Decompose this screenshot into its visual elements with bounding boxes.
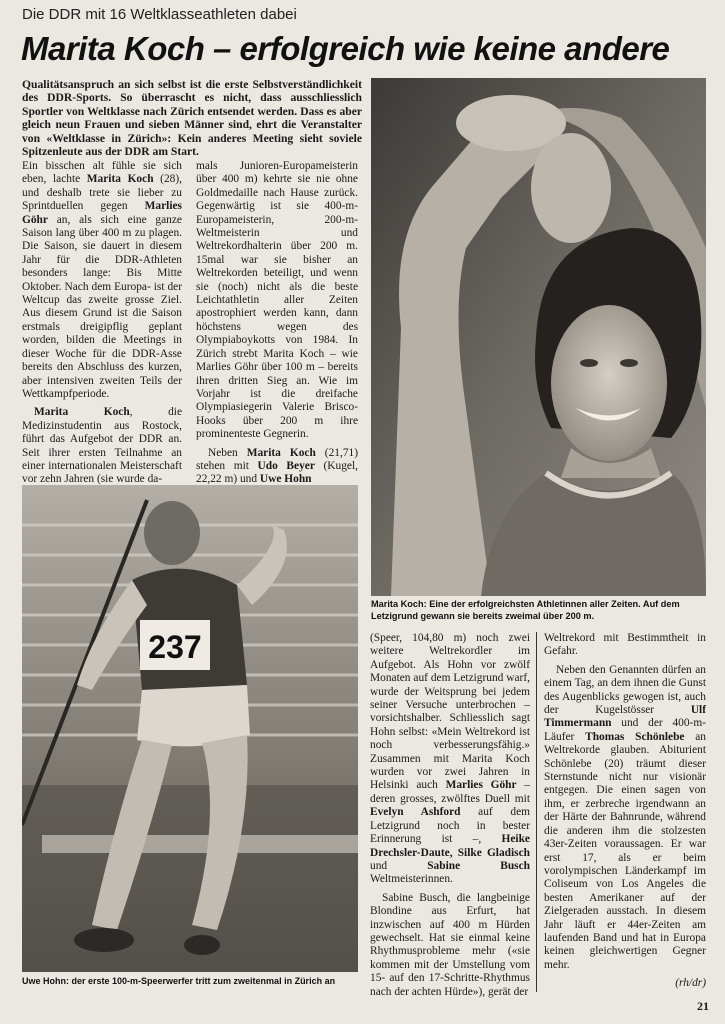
name-highlight: Marlies Göhr xyxy=(445,779,517,792)
name-highlight: Marita Koch xyxy=(34,406,130,419)
col3-paragraph-1 xyxy=(370,632,530,887)
text-run: Neben xyxy=(208,446,247,459)
kicker: Die DDR mit 16 Weltklasseathleten dabei xyxy=(22,6,297,23)
col4-paragraph-1: Weltrekord mit Bestimmtheit in Gefahr. xyxy=(544,632,706,658)
article-column-4 xyxy=(544,632,706,996)
text-run: an, als sich eine ganze Saison lang über 400 m zu plagen. Die Saison, sie dauert in diesem Jahr für die DDR-Athleten besonders lange: Bis Mitte Oktober. Nach dem Europa- ist der Weltcup das zweite grosse Ziel. Aus diesem Grund ist die Saison erstmals dreigipflig geplant worden, bilden die Meetings in dieser Woche für die DDR-Asse bereits den Abschluss des kurzen, aber intensiven zweiten Teils der Wettkampfperiode. xyxy=(22,213,182,400)
photo-uwe-hohn xyxy=(22,485,358,972)
author-signature: (rh/dr) xyxy=(675,977,706,990)
name-highlight: Thomas Schönlebe xyxy=(585,730,685,743)
lead-paragraph: Qualitätsanspruch an sich selbst ist die erste Selbstverständlichkeit des DDR-Sports. So überrascht es nicht, dass ausschliesslich Sportler von Weltklasse nach Zürich entsendet werden. Dass es aber gleich neun Frauen und sieben Männer sind, ehrt die Veranstalter von «Weltklasse in Zürich»: Kein anderes Meeting sieht soviele Spitzenleute aus der DDR am Start. xyxy=(22,78,362,159)
text-run: (Kugel, 22,22 m) und xyxy=(196,459,358,486)
photo-marita-koch xyxy=(371,78,706,596)
article-column-1 xyxy=(22,160,182,492)
column-divider xyxy=(536,632,537,992)
text-run: , die Medizinstudentin aus Rostock, führt das Aufgebot der DDR an. Seit ihrer ersten Teilnahme an einer internationalen Meisterschaft vor zehn Jahren (sie wurde da- xyxy=(22,406,182,486)
text-run: an Weltrekorde glauben. Abiturient Schönlebe (20) träumt dieser Sternstunde nicht nur visionär entgegen. Die einen sagen von ihm, er zerbreche irgendwann an der Härte der Bahnrunde, während die anderen ihm die stolzesten 43er-Zeiten voraussagen. Er war erst 17, als er beim vorolympischen Länderkampf im Coliseum von Los Angeles die besten Amerikaner auf der Zielgeraden ausstach. In diesem Jahr läuft er 44er-Zeiten am laufenden Band und hat in Europa keinen gleichwertigen Gegner mehr. xyxy=(544,730,706,971)
caption-uwe-hohn: Uwe Hohn: der erste 100-m-Speerwerfer tritt zum zweitenmal in Zürich an xyxy=(22,976,336,986)
text-run: und xyxy=(370,859,428,872)
photo-uwe-hohn-drawing xyxy=(22,485,358,972)
page-number: 21 xyxy=(697,999,709,1013)
name-highlight: Ulf Timmermann xyxy=(544,704,706,730)
name-highlight: Marita Koch xyxy=(246,446,316,459)
name-highlight: Uwe Hohn xyxy=(259,473,312,486)
col2-paragraph-2 xyxy=(196,447,358,487)
text-run: Weltmeisterinnen. xyxy=(370,873,453,886)
bib-number: 237 xyxy=(148,629,202,665)
col4-paragraph-2 xyxy=(544,664,706,972)
name-highlight: Udo Beyer xyxy=(257,459,315,472)
text-run: Neben den Genannten dürfen an einem Tag, an dem ihnen die Gunst des Augenblicks gewogen ist, auch der Kugelstösser xyxy=(544,663,706,717)
article-column-2 xyxy=(196,160,358,492)
name-highlight: Marlies Göhr xyxy=(22,200,182,226)
name-highlight: Evelyn Ashford xyxy=(370,806,461,819)
article-column-3 xyxy=(370,632,530,1004)
text-run: (21,71) stehen mit xyxy=(196,446,359,472)
text-run: – deren grosses, zwölftes Duell mit xyxy=(370,779,530,805)
col3-paragraph-2: Sabine Busch, die langbeinige Blondine aus Erfurt, hat inzwischen auf 400 m Hürden gewechselt. Hat sie einmal keine Rhythmusprobleme mehr («sie kommen mit der Umstellung vom 15- auf den 17-Schritte-Rhythmus nach der achten Hürde»), gerät der xyxy=(370,891,530,998)
name-highlight: Sabine Busch xyxy=(427,859,530,872)
name-highlight: Marita Koch xyxy=(86,173,154,186)
headline: Marita Koch – erfolgreich wie keine andere xyxy=(21,30,670,67)
col1-paragraph-1 xyxy=(22,160,182,401)
text-run: (Speer, 104,80 m) noch zwei weitere Weltrekordler im Aufgebot. Als Hohn vor zwölf Monaten auf dem Letzigrund warf, wurde der Weitsprung bei jedem seiner Versuche unterbrochen – vorsichtshalber. Schliesslich sagt Hohn selbst: «Mein Weltrekord ist noch verbesserungsfähig.» Zusammen mit Marita Koch wurden vor zwei Jahren in Helsinki auch xyxy=(370,632,530,792)
photo-marita-koch-drawing xyxy=(371,78,706,596)
caption-marita-koch: Marita Koch: Eine der erfolgreichsten Athletinnen aller Zeiten. Auf dem Letzigrund gewann sie bereits zweimal über 200 m. xyxy=(371,599,680,621)
col2-paragraph-1: mals Junioren-Europameisterin über 400 m) kehrte sie nie ohne Goldmedaille nach Hause zurück. Gegenwärtig ist sie 400-m-Europameisterin, 200-m-Weltmeisterin und Weltrekordhalterin über 200 m. 15mal war sie bisher an Weltrekorden beteiligt, und wenn sie (noch) nicht als die beste Leichtathletin aller Zeiten apostrophiert werden kann, dann höchstens wegen des Olympiaboykotts von 1984. In Zürich strebt Marita Koch – wie Marlies Göhr über 100 m – bereits ihren dritten Sieg an. Wie im Vorjahr ist die dreifache Olympiasiegerin Valerie Brisco-Hooks über 200 m ihre prominenteste Gegnerin. xyxy=(196,160,358,441)
col1-paragraph-2 xyxy=(22,406,182,486)
text-run: und der 400-m-Läufer xyxy=(544,717,706,743)
name-highlight: Heike Drechsler-Daute, Silke Gladisch xyxy=(370,833,530,859)
text-run: Ein bisschen alt fühle sie sich eben, lachte xyxy=(22,160,182,186)
text-run: (28), und deshalb trete sie lieber zu Sprintduellen gegen xyxy=(22,173,182,213)
text-run: auf dem Letzigrund noch in bester Erinnerung ist –, xyxy=(370,806,530,846)
